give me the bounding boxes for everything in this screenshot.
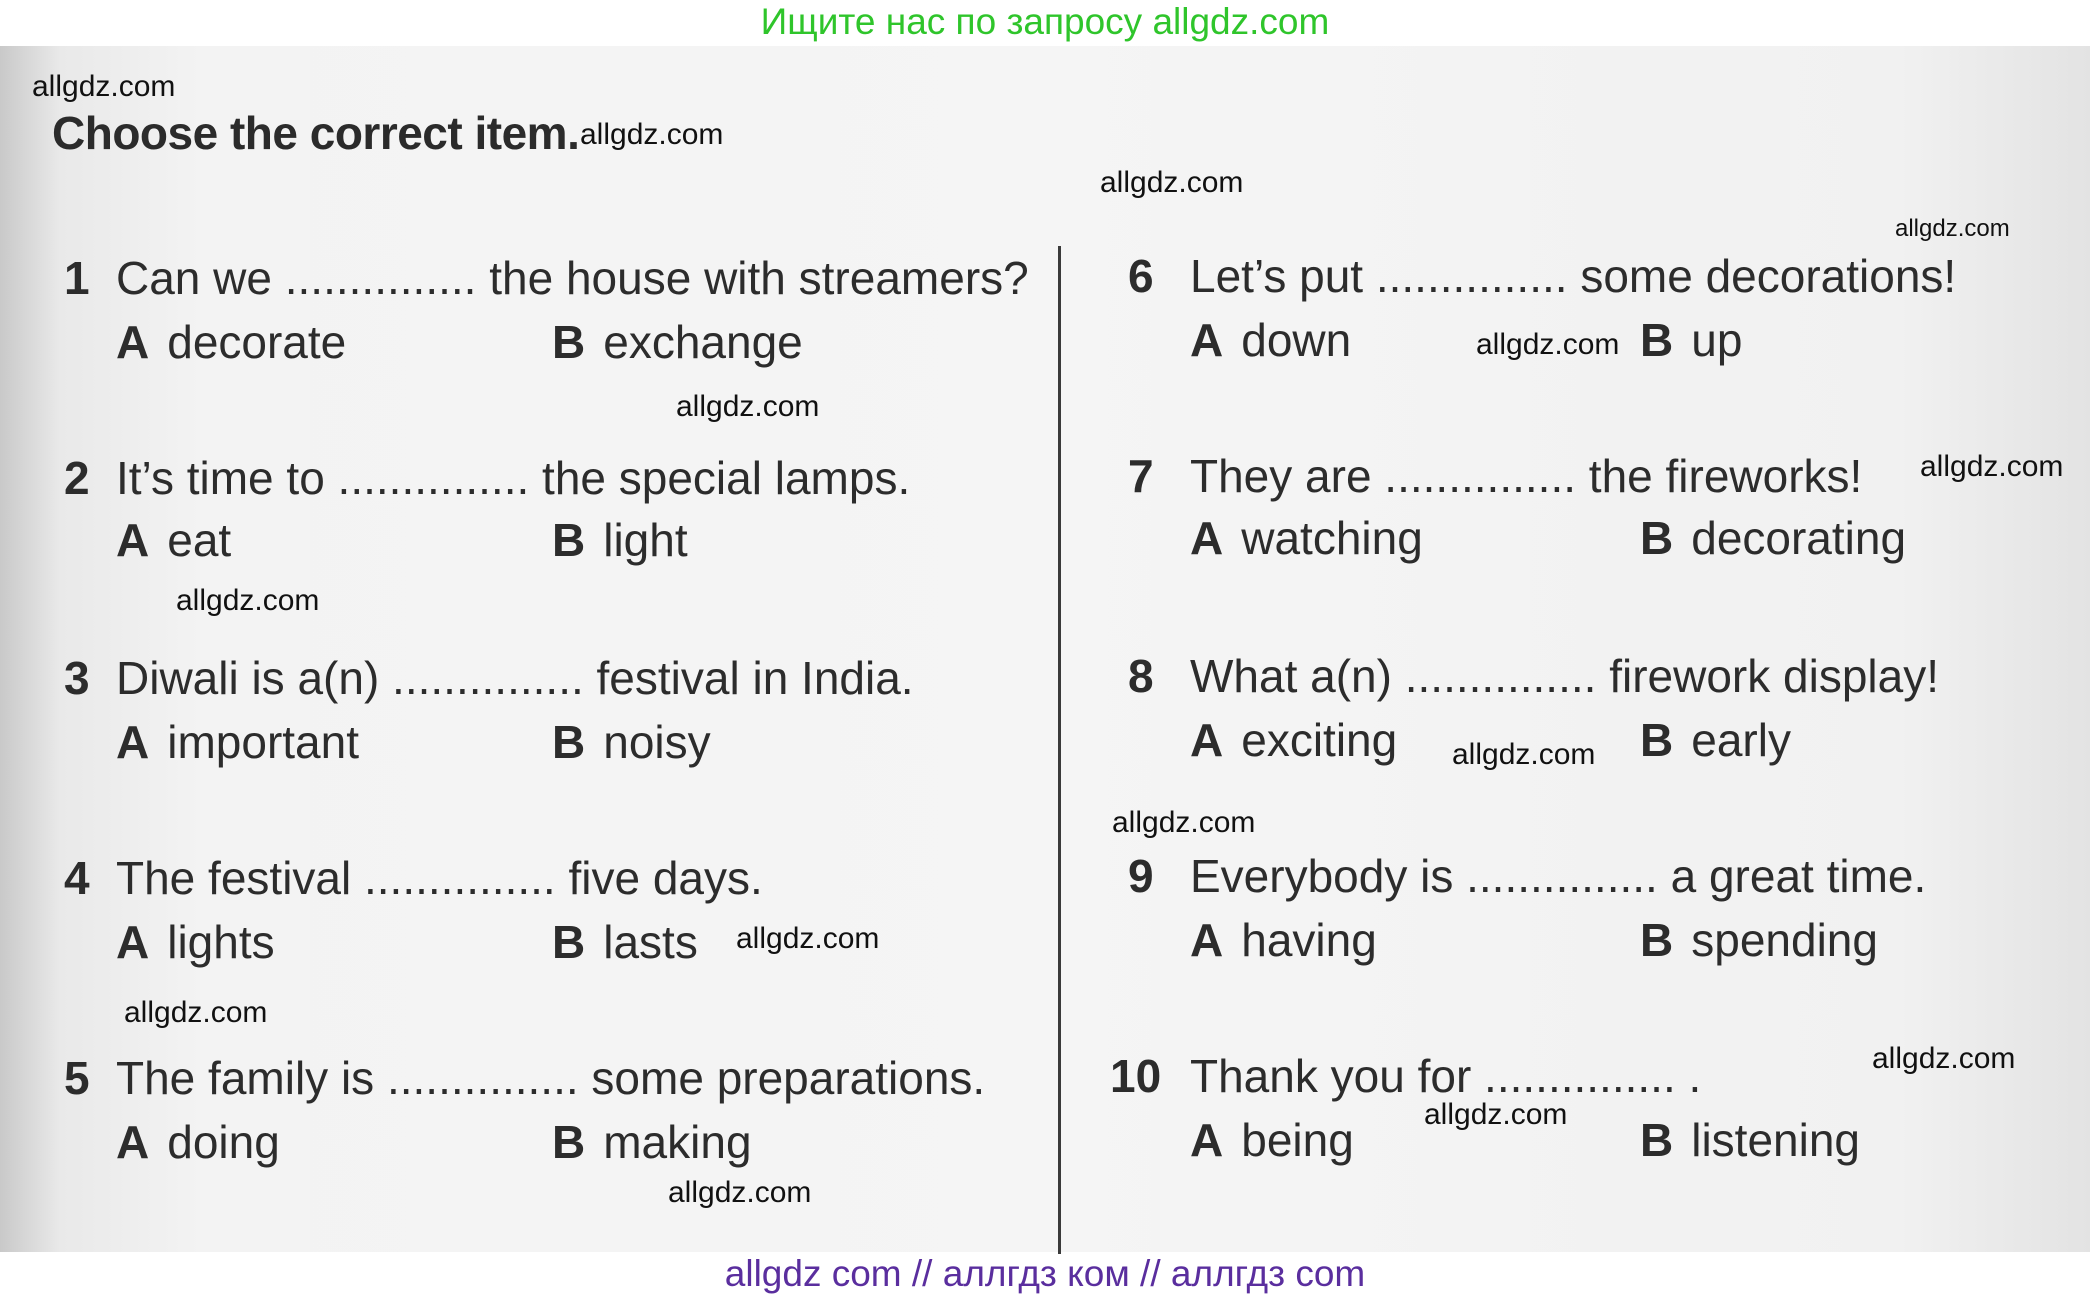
watermark: allgdz.com — [1895, 215, 2010, 242]
workbook-page — [0, 46, 2090, 1252]
option-b[interactable]: B light — [552, 514, 688, 566]
top-banner: Ищите нас по запросу allgdz.com — [760, 1, 1330, 42]
watermark: allgdz.com — [176, 584, 320, 617]
question-number: 1 — [64, 252, 90, 304]
watermark: allgdz.com — [736, 922, 880, 955]
question-number: 5 — [64, 1052, 90, 1104]
watermark: allgdz.com — [1872, 1042, 2016, 1075]
option-b[interactable]: B up — [1640, 314, 1743, 366]
option-b[interactable]: B spending — [1640, 914, 1878, 966]
question-text: Thank you for ............... . — [1190, 1050, 1702, 1102]
question-number: 7 — [1128, 450, 1154, 502]
question-number: 6 — [1128, 250, 1154, 302]
option-b[interactable]: B early — [1640, 714, 1791, 766]
question-text: They are ............... the fireworks! — [1190, 450, 1863, 502]
watermark: allgdz.com — [676, 390, 820, 423]
question-text: Let’s put ............... some decorations! — [1190, 250, 1957, 302]
watermark: allgdz.com — [1112, 806, 1256, 839]
watermark: allgdz.com — [1424, 1098, 1568, 1131]
question-text: The family is ............... some preparations. — [116, 1052, 986, 1104]
watermark: allgdz.com — [32, 70, 176, 103]
option-a[interactable]: A being — [1190, 1114, 1354, 1166]
option-a[interactable]: A lights — [116, 916, 275, 968]
option-b[interactable]: B listening — [1640, 1114, 1861, 1166]
watermark: allgdz.com — [1476, 328, 1620, 361]
question-text: Everybody is ............... a great time. — [1190, 850, 1927, 902]
option-b[interactable]: B noisy — [552, 716, 711, 768]
watermark: allgdz.com — [668, 1176, 812, 1209]
question-text: Can we ............... the house with streamers? — [116, 252, 1029, 304]
watermark: allgdz.com — [124, 996, 268, 1029]
question-text: It’s time to ............... the special lamps. — [116, 452, 911, 504]
watermark: allgdz.com — [580, 118, 724, 151]
column-divider — [1058, 246, 1061, 1254]
option-a[interactable]: A watching — [1190, 512, 1423, 564]
question-number: 3 — [64, 652, 90, 704]
watermark: allgdz.com — [1920, 450, 2064, 483]
option-a[interactable]: A decorate — [116, 316, 347, 368]
question-text: The festival ............... five days. — [116, 852, 763, 904]
option-b[interactable]: B making — [552, 1116, 752, 1168]
question-number: 2 — [64, 452, 90, 504]
watermark: allgdz.com — [1452, 738, 1596, 771]
option-a[interactable]: A eat — [116, 514, 232, 566]
question-text: Diwali is a(n) ............... festival in India. — [116, 652, 914, 704]
exercise-heading: Choose the correct item. — [52, 107, 580, 159]
option-b[interactable]: B decorating — [1640, 512, 1907, 564]
option-a[interactable]: A doing — [116, 1116, 280, 1168]
question-number: 8 — [1128, 650, 1154, 702]
question-number: 10 — [1110, 1050, 1162, 1102]
question-number: 4 — [64, 852, 90, 904]
option-a[interactable]: A important — [116, 716, 359, 768]
bottom-banner: allgdz com // аллгдз ком // аллгдз com — [724, 1253, 1366, 1294]
option-b[interactable]: B exchange — [552, 316, 803, 368]
option-a[interactable]: A down — [1190, 314, 1352, 366]
option-a[interactable]: A exciting — [1190, 714, 1398, 766]
question-number: 9 — [1128, 850, 1154, 902]
option-a[interactable]: A having — [1190, 914, 1377, 966]
option-b[interactable]: B lasts — [552, 916, 698, 968]
question-text: What a(n) ............... firework display! — [1190, 650, 1939, 702]
watermark: allgdz.com — [1100, 166, 1244, 199]
